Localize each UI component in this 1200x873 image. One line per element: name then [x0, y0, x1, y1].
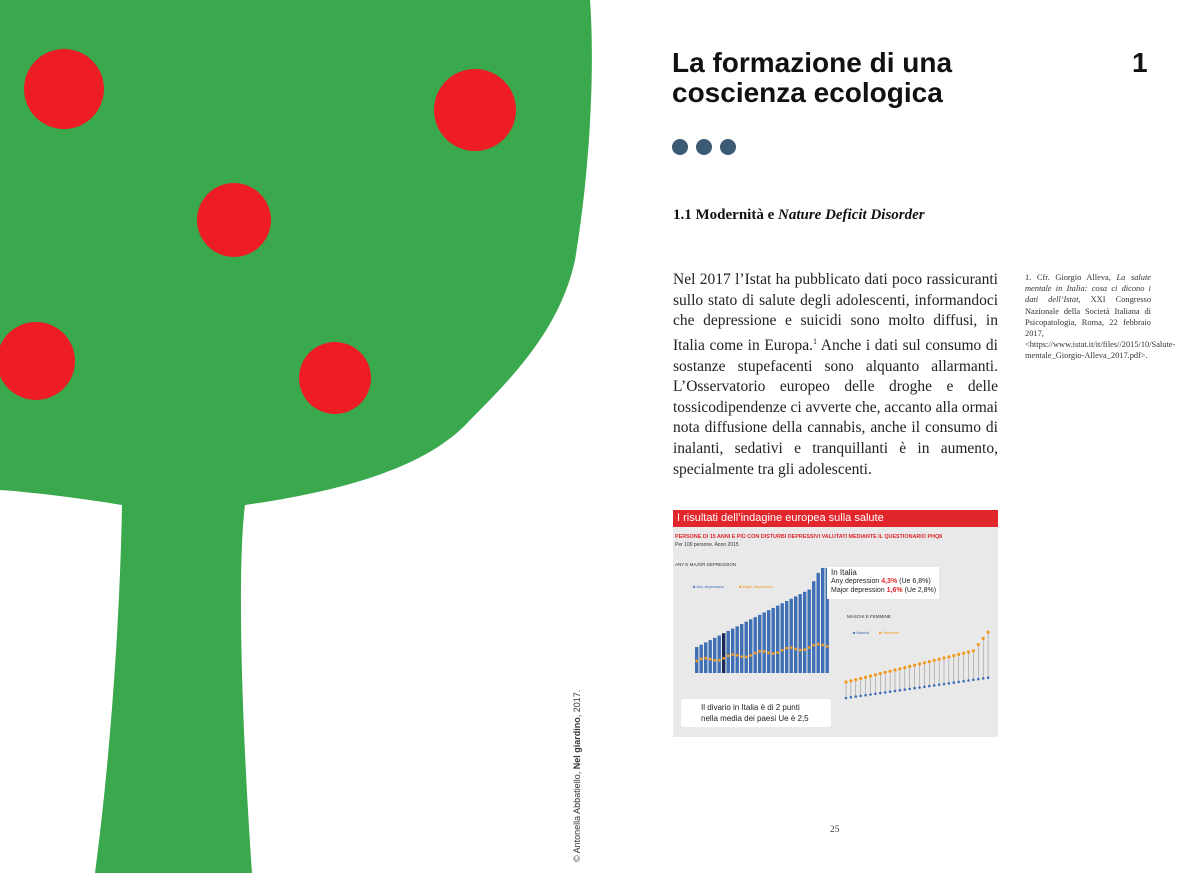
- page-number: 25: [830, 825, 840, 835]
- chart1-bar: [767, 610, 770, 673]
- chart1-bar: [785, 601, 788, 673]
- chart2-male-point: [957, 681, 960, 684]
- legend-major: ■ Major depression: [739, 584, 774, 589]
- figure-subtitle: PERSONE DI 15 ANNI E PIÙ CON DISTURBI DEPRESSIVI VALUTATI MEDIANTE IL QUESTIONARIO PHQ8: [675, 534, 943, 540]
- chart2-female-point: [928, 660, 931, 663]
- apple-5: [299, 342, 371, 414]
- chart2-male-point: [987, 676, 990, 679]
- chart2-male-point: [933, 684, 936, 687]
- chart1-point: [754, 652, 757, 655]
- chapter-number: 1: [1132, 47, 1148, 78]
- footnote-prefix: 1. Cfr. Giorgio Alleva,: [1025, 273, 1111, 282]
- figure-title: I risultati dell’indagine europea sulla salute: [673, 510, 998, 527]
- apple-1: [24, 49, 104, 129]
- chart2-male-point: [967, 679, 970, 682]
- chart2-male-point: [864, 694, 867, 697]
- chart1-point: [758, 650, 761, 653]
- chart2-male-point: [953, 681, 956, 684]
- chart1-point: [704, 657, 707, 660]
- footnote-title: La salute mentale in Italia: cosa ci dicono i dati dell’Istat: [1025, 273, 1151, 305]
- chart1-point: [722, 657, 725, 660]
- chart1-point: [713, 659, 716, 662]
- tree-illustration: [0, 0, 592, 873]
- chart1-bar: [812, 581, 815, 673]
- chart2-male-point: [889, 690, 892, 693]
- chart2-female-point: [884, 671, 887, 674]
- italy-major-line: Major depression 1,6% (Ue 2,8%): [831, 587, 937, 594]
- apple-3: [197, 183, 271, 257]
- ornament-dot: [720, 139, 736, 155]
- gap-callout: [681, 699, 831, 727]
- chart1-point: [803, 648, 806, 651]
- body-text-part1: Nel 2017 l’Istat ha pubblicato dati poco rassicuranti sullo stato di salute degli adolescenti, informandoci che depressione e suicidi sono molto diffusi, in Italia come in Europa.: [673, 271, 998, 354]
- chart1-bar: [709, 640, 712, 673]
- chart2-female-point: [889, 670, 892, 673]
- legend-male: ■ Maschi: [853, 630, 870, 635]
- section-heading: [673, 207, 925, 224]
- footnote: [1025, 272, 1176, 362]
- chart2-female-point: [942, 656, 945, 659]
- chart2-male-point: [982, 677, 985, 680]
- chart2-female-point: [869, 674, 872, 677]
- chart1-bar: [794, 596, 797, 673]
- chart2-male-point: [908, 688, 911, 691]
- chart1-bar: [776, 606, 779, 673]
- chart1-point: [736, 654, 739, 657]
- chart1-bar: [713, 638, 716, 673]
- apple-2: [434, 69, 516, 151]
- chart1-point: [749, 654, 752, 657]
- chart2-male-point: [845, 697, 848, 700]
- footnote-rest: , XXI Congresso Nazionale della Società Italiana di Psicopatologia, Roma, 22 febbraio 2017, <https://www.istat.it/it/files//2015/10/Salute-mentale_Giorgio-Alleva_2017.pdf>.: [1025, 295, 1176, 361]
- chart1-bar: [736, 626, 739, 673]
- chart1-point: [745, 656, 748, 659]
- chart1-point: [812, 644, 815, 647]
- credit-author: © Antonella Abbatiello,: [572, 771, 582, 862]
- gap-line-2: nella media dei paesi Ue è 2,5: [701, 714, 809, 723]
- chart-any-major: [673, 568, 833, 688]
- chart2-female-point: [898, 667, 901, 670]
- chart1-point: [776, 651, 779, 654]
- section-heading-prefix: 1.1 Modernità e: [673, 207, 775, 223]
- chart2-female-point: [923, 661, 926, 664]
- chart1-point: [718, 659, 721, 662]
- illustration-credit: [572, 690, 582, 862]
- chart2-female-point: [849, 679, 852, 682]
- chart1-point: [785, 647, 788, 650]
- chart1-point: [808, 646, 811, 649]
- chart2-female-point: [879, 672, 882, 675]
- chart2-male-point: [918, 686, 921, 689]
- legend-female: ■ Femmine: [879, 630, 900, 635]
- chart2-female-point: [977, 643, 980, 646]
- chart2-female-point: [982, 637, 985, 640]
- chart1-bar: [803, 592, 806, 673]
- chart1-point: [731, 653, 734, 656]
- chart2-male-point: [943, 683, 946, 686]
- chart2-male-point: [894, 690, 897, 693]
- chart2-female-point: [908, 665, 911, 668]
- chart2-male-point: [850, 696, 853, 699]
- chart2-female-point: [859, 677, 862, 680]
- chart1-bar: [740, 624, 743, 673]
- chart2-female-point: [952, 654, 955, 657]
- italy-title: In Italia: [831, 568, 857, 577]
- chart2-male-point: [879, 692, 882, 695]
- footnote-reference[interactable]: 1: [812, 336, 817, 346]
- chart2-male-point: [859, 695, 862, 698]
- chart2-male-point: [884, 691, 887, 694]
- chart2-female-point: [933, 659, 936, 662]
- chart2-male-point: [913, 687, 916, 690]
- chart1-bar: [722, 633, 725, 673]
- chart1-point: [790, 646, 793, 649]
- chart1-bar: [763, 613, 766, 674]
- chart2-male-point: [923, 686, 926, 689]
- chart2-male-point: [904, 688, 907, 691]
- chart2-male-point: [977, 678, 980, 681]
- chart1-bar: [772, 608, 775, 673]
- chart2-female-point: [913, 664, 916, 667]
- italy-callout: [827, 567, 939, 599]
- chart1-bar: [808, 590, 811, 674]
- chart2-male-point: [938, 683, 941, 686]
- chart2-female-point: [938, 658, 941, 661]
- chart1-bar: [754, 617, 757, 673]
- italy-any-line: Any depression 4,3% (Ue 6,8%): [831, 578, 931, 585]
- chart1-point: [727, 654, 730, 657]
- chart2-female-point: [987, 631, 990, 634]
- chart2-female-point: [967, 650, 970, 653]
- chart2-female-point: [972, 649, 975, 652]
- chart2-male-point: [874, 693, 877, 696]
- chart1-bar: [718, 636, 721, 674]
- chart2-male-point: [855, 695, 858, 698]
- legend-any: ■ Any depression: [693, 584, 724, 589]
- chart1-bar: [745, 622, 748, 673]
- chart1-bar: [731, 629, 734, 673]
- chart2-female-point: [903, 666, 906, 669]
- chart2-female-point: [962, 652, 965, 655]
- chart2-female-point: [874, 673, 877, 676]
- chart2-female-point: [864, 676, 867, 679]
- credit-work: Nel giardino: [572, 717, 582, 770]
- chart1-bar: [727, 631, 730, 673]
- chart2-female-point: [844, 680, 847, 683]
- credit-year: , 2017.: [572, 689, 582, 718]
- chart2-male-point: [972, 679, 975, 682]
- chart2-female-point: [918, 662, 921, 665]
- infographic-figure: [673, 510, 998, 737]
- chart1-bar: [781, 603, 784, 673]
- chart1-point: [695, 660, 698, 663]
- chart2-female-point: [893, 668, 896, 671]
- chart1-point: [826, 645, 829, 648]
- chart1-bar: [821, 568, 824, 673]
- chart2-male-point: [948, 682, 951, 685]
- chart2-male-point: [899, 689, 902, 692]
- ornament-dots: [672, 139, 736, 155]
- panel1-label: ANY E MAJOR DEPRESSION: [675, 562, 737, 567]
- figure-subtitle-unit: Per 100 persone. Anno 2015: [675, 542, 739, 548]
- chart2-male-point: [962, 680, 965, 683]
- panel2-label: MASCHI E FEMMINE: [847, 614, 891, 619]
- chart1-bar: [758, 615, 761, 673]
- chart1-point: [821, 644, 824, 647]
- chart1-point: [794, 648, 797, 651]
- chart1-point: [772, 652, 775, 655]
- body-paragraph: [673, 270, 998, 480]
- chart2-male-point: [869, 693, 872, 696]
- chart1-bar: [799, 594, 802, 673]
- apple-4: [0, 322, 75, 400]
- chart1-point: [700, 657, 703, 660]
- chart1-bar: [749, 619, 752, 673]
- chart1-point: [767, 651, 770, 654]
- chart2-female-point: [947, 655, 950, 658]
- chart1-point: [763, 650, 766, 653]
- section-heading-italic: Nature Deficit Disorder: [777, 207, 925, 223]
- chart1-point: [709, 658, 712, 661]
- chart1-bar: [817, 573, 820, 673]
- chart2-male-point: [928, 685, 931, 688]
- chart2-female-point: [957, 653, 960, 656]
- chart1-point: [740, 655, 743, 658]
- ornament-dot: [672, 139, 688, 155]
- chart1-point: [799, 649, 802, 652]
- body-text-part2: Anche i dati sul consumo di sostanze stupefacenti sono alquanto allarmanti. L’Osservatorio europeo delle droghe e delle tossicodipendenze ci avverte che, accanto alla ormai nota diffusione della cannabis, anche il consumo di inalanti, sedativi e tranquillanti è in aumento, specialmente tra gli adolescenti.: [673, 336, 998, 478]
- gap-line-1: Il divario in Italia è di 2 punti: [701, 703, 800, 712]
- chapter-title: La formazione di una coscienza ecologica: [672, 47, 953, 108]
- chart1-bar: [790, 599, 793, 673]
- chart2-female-point: [854, 678, 857, 681]
- chart1-point: [817, 643, 820, 646]
- chart1-point: [781, 649, 784, 652]
- ornament-dot: [696, 139, 712, 155]
- chart-male-female: [838, 620, 998, 730]
